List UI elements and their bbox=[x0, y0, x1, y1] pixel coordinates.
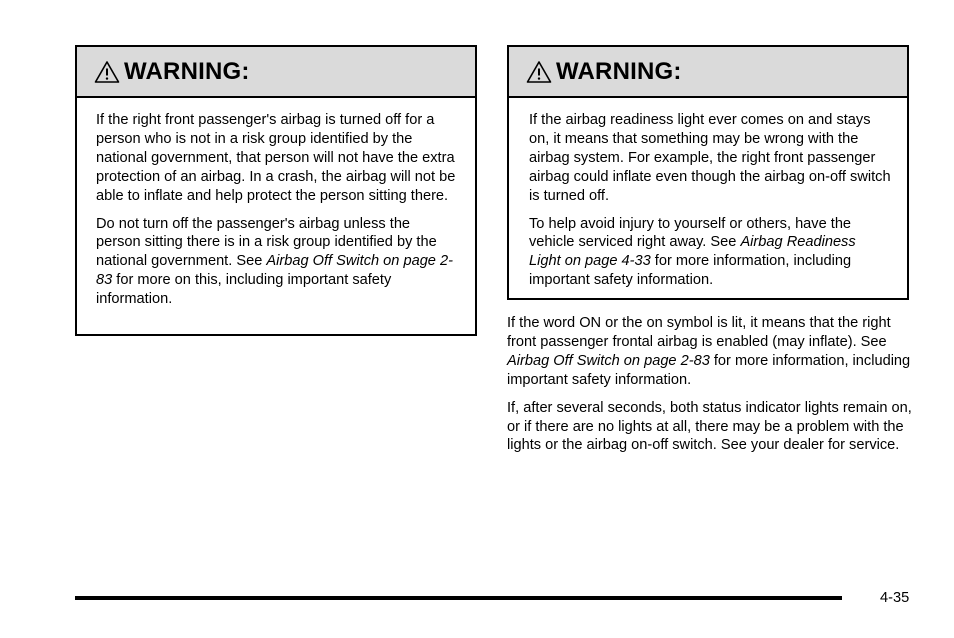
body-paragraph: If, after several seconds, both status indicator lights remain on, or if there are no lights at all, there may be a problem with the lights or the airbag on-off switch. See your dealer for service. bbox=[507, 399, 912, 454]
body-text bbox=[507, 314, 912, 455]
warning-body-left bbox=[77, 98, 475, 321]
paragraph-text: To help avoid injury to yourself or others, have the vehicle serviced right away. See bbox=[529, 215, 852, 251]
warning-paragraph bbox=[96, 215, 457, 310]
body-paragraph bbox=[507, 314, 912, 390]
paragraph-text: for more information, including important safety information. bbox=[507, 352, 911, 388]
warning-box-left bbox=[75, 45, 477, 336]
page-number: 4-35 bbox=[880, 590, 910, 606]
page-reference: Airbag Off Switch on page 2-83 bbox=[507, 352, 710, 369]
warning-paragraph: If the right front passenger's airbag is turned off for a person who is not in a risk group identified by the national government, that person will not have the extra protection of an airbag. In a crash, the airbag will not be able to inflate and help protect the person sitting there. bbox=[96, 112, 456, 204]
warning-header-right bbox=[509, 47, 907, 98]
warning-triangle-icon bbox=[94, 60, 120, 84]
page-reference: Airbag Readiness Light on page 4-33 bbox=[529, 234, 856, 270]
paragraph-text: Do not turn off the passenger's airbag unless the person sitting there is in a risk group identified by the national government. See bbox=[96, 215, 437, 270]
paragraph-text: for more on this, including important safety information. bbox=[96, 272, 392, 308]
warning-header-left bbox=[77, 47, 475, 98]
paragraph-text: If the word ON or the on symbol is lit, it means that the right front passenger frontal airbag is enabled (may inflate). See bbox=[507, 315, 891, 350]
warning-triangle-icon bbox=[526, 60, 552, 84]
page-reference: Airbag Off Switch on page 2-83 bbox=[96, 253, 453, 289]
warning-title-left: WARNING: bbox=[124, 57, 250, 85]
warning-body-right bbox=[509, 98, 907, 302]
warning-title-right: WARNING: bbox=[556, 57, 682, 85]
warning-paragraph: If the airbag readiness light ever comes on and stays on, it means that something may be wrong with the airbag system. For example, the right front passenger airbag could inflate even though the airbag on-off switch is turned off. bbox=[529, 112, 891, 204]
warning-paragraph bbox=[529, 215, 891, 291]
footer-rule bbox=[75, 596, 842, 600]
warning-box-right bbox=[507, 45, 909, 300]
paragraph-text: for more information, including important safety information. bbox=[529, 253, 852, 289]
